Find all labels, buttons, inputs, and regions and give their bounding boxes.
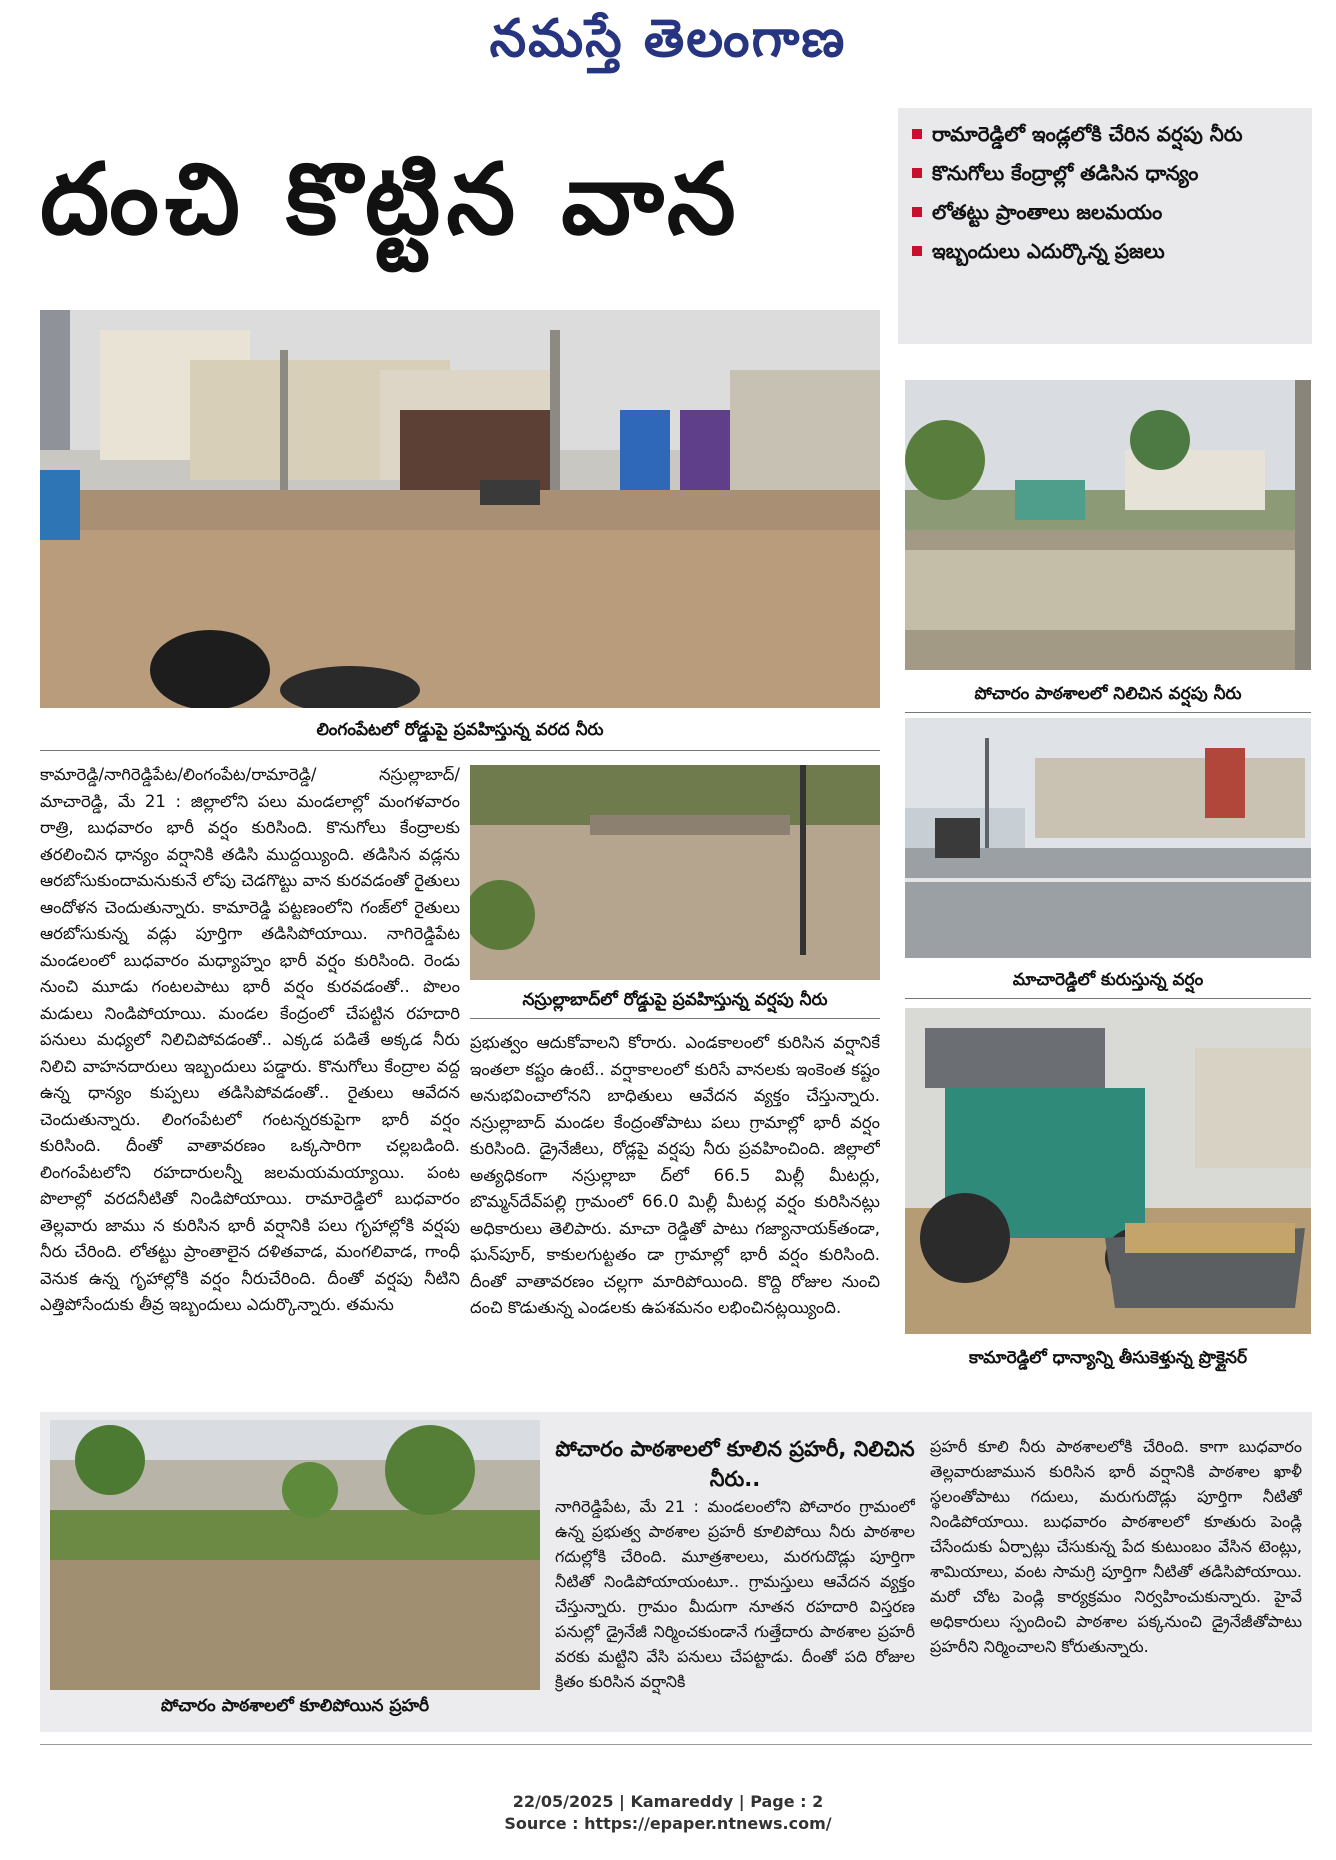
bullet-icon [912, 207, 922, 217]
divider [470, 1018, 880, 1019]
bullet-icon [912, 168, 922, 178]
caption-machareddy: మాచారెడ్డిలో కురుస్తున్న వర్షం [1012, 970, 1204, 990]
photo-kamareddy-tractor [905, 1008, 1311, 1334]
highlight-item: రామారెడ్డిలో ఇండ్లలోకి చేరిన వర్షపు నీరు [912, 122, 1302, 146]
sidebar-story-title: పోచారం పాఠశాలలో కూలిన ప్రహరీ, నిలిచిన నీరు.. [555, 1437, 915, 1491]
divider [905, 998, 1311, 999]
photo-lingampet-street [40, 310, 880, 708]
article-column-2: ప్రభుత్వం ఆదుకోవాలని కోరారు. ఎండకాలంలో కురిసిన వర్షానికే ఇంతలా కష్టం ఉంటే.. వర్షాకాలంలో కురిసే వానలకు ఇంకెంత కష్టం అనుభవించాలోనని బాధితులు ఆవేదన వ్యక్తం చేస్తున్నారు. నస్రుల్లాబాద్ మండల కేంద్రంతోపాటు పలు గ్రామాల్లో భారీ వర్షం కురిసింది. డ్రైనేజీలు, రోడ్లపై వర్షపు నీరు ప్రవహించింది. జిల్లాలో అత్యధికంగా నస్రుల్లాబా ద్‌లో 66.5 మిల్లీ మీటర్లు, బొమ్మన్‌దేవ్‌పల్లి గ్రామంలో 66.0 మిల్లీ మీటర్ల వర్షం కురిసినట్లు అధికారులు తెలిపారు. మాచా రెడ్డితో పాటు గజ్యానాయక్‌తండా, ఘన్‌పూర్, కాకులగుట్టతం డా గ్రామాల్లో భారీ వర్షం కురిసింది. దీంతో వాతావరణం చల్లగా మారిపోయింది. కొద్ది రోజుల నుంచి దంచి కొడుతున్న ఎండలకు ఉపశమనం లభించినట్లయ్యింది. [470, 1033, 880, 1317]
footer-divider [40, 1744, 1312, 1745]
divider [905, 712, 1311, 713]
photo-collapsed-wall [50, 1420, 540, 1690]
divider [40, 750, 880, 751]
footer-edition-line: 22/05/2025 | Kamareddy | Page : 2 [512, 1792, 824, 1811]
newspaper-logo: నమస్తే తెలంగాణ [489, 8, 847, 69]
footer-source-line: Source : https://epaper.ntnews.com/ [504, 1814, 832, 1833]
highlight-item: కొనుగోలు కేంద్రాల్లో తడిసిన ధాన్యం [912, 161, 1302, 185]
highlight-item: ఇబ్బందులు ఎదుర్కొన్న ప్రజలు [912, 239, 1302, 263]
highlights-box [898, 108, 1312, 344]
photo-pocharam-school [905, 380, 1311, 670]
caption-pocharam-school: పోచారం పాఠశాలలో నిలిచిన వర్షపు నీరు [974, 684, 1242, 704]
headline: దంచి కొట్టిన వాన [40, 143, 742, 257]
caption-collapsed-wall: పోచారం పాఠశాలలో కూలిపోయిన ప్రహరీ [160, 1696, 430, 1716]
caption-nasrullabad: నస్రుల్లాబాద్‌లో రోడ్డుపై ప్రవహిస్తున్న వర్షపు నీరు [522, 990, 828, 1010]
sidebar-story-column-1: నాగిరెడ్డిపేట, మే 21 : మండలంలోని పోచారం గ్రామంలో ఉన్న ప్రభుత్వ పాఠశాల ప్రహరీ కూలిపోయి నీరు పాఠశాల గదుల్లోకి చేరింది. మూత్రశాలలు, మరగుదొడ్లు పూర్తిగా నీటితో నిండిపోయాయంటూ.. గ్రామస్తులు ఆవేదన వ్యక్తం చేస్తున్నారు. గ్రామం మీదుగా నూతన రహదారి విస్తరణ పనుల్లో డ్రైనేజీ నిర్మించకుండానే గుత్తేదారు పాఠశాల ప్రహరీ వరకు మట్టిని వేసి పనులు చేపట్టాడు. దీంతో పది రోజుల క్రితం కురిసిన వర్షానికి [555, 1497, 915, 1691]
bullet-icon [912, 129, 922, 139]
caption-main: లింగంపేటలో రోడ్డుపై ప్రవహిస్తున్న వరద నీరు [316, 720, 604, 740]
photo-nasrullabad [470, 765, 880, 980]
article-column-1: కామారెడ్డి/నాగిరెడ్డిపేట/లింగంపేట/రామారెడ్డి/ నస్రుల్లాబాద్/మాచారెడ్డి, మే 21 : జిల్లాలోని పలు మండలాల్లో మంగళవారం రాత్రి, బుధవారం భారీ వర్షం కురిసింది. కొనుగోలు కేంద్రాలకు తరలించిన ధాన్యం వర్షానికి తడిసి ముద్దయ్యింది. తడిసిన వడ్లను ఆరబోసుకుందామనుకునే లోపు చెడగొట్టు వాన కురవడంతో రైతులు ఆందోళన చెందుతున్నారు. కామారెడ్డి పట్టణంలోని గంజ్‌లో రైతులు ఆరబోసుకున్న వడ్లు పూర్తిగా తడిసిపోయాయి. నాగిరెడ్డిపేట మండలంలో బుధవారం మధ్యాహ్నం భారీ వర్షం కురిసింది. రెండు నుంచి మూడు గంటలపాటు భారీ వర్షం కురవడంతో.. పొలం మడులు నిండిపోయాయి. మండల కేంద్రంలో చేపట్టిన రహదారి పనులు మధ్యలో నిలిచిపోవడంతో.. ఎక్కడ పడితే అక్కడ నీరు నిలిచి వాహనదారులు ఇబ్బందులు పడ్డారు. కొనుగోలు కేంద్రాల వద్ద ఉన్న ధాన్యం కుప్పలు తడిసిపోవడంతో.. రైతులు ఆవేదన చెందుతున్నారు. లింగంపేటలో గంటన్నరకుపైగా భారీ వర్షం కురిసింది. దీంతో వాతావరణం ఒక్కసారిగా చల్లబడింది. లింగంపేటలోని రహదారులన్నీ జలమయమయ్యాయి. పంట పొలాల్లో వరదనీటితో నిండిపోయాయి. రామారెడ్డిలో బుధవారం తెల్లవారు జాము న కురిసిన భారీ వర్షానికి పలు గృహాల్లోకి వర్షపు నీరు చేరింది. లోతట్టు ప్రాంతాలైన దళితవాడ, మంగలివాడ, గాంధీ వెనుక ఉన్న గృహాల్లోకి వర్షం నీరుచేరింది. దీంతో వర్షపు నీటిని ఎత్తిపోసేందుకు తీవ్ర ఇబ్బందులు ఎదుర్కొన్నారు. తమను [40, 765, 460, 1314]
highlight-item: లోతట్టు ప్రాంతాలు జలమయం [912, 200, 1302, 224]
masthead [0, 0, 1336, 90]
caption-kamareddy: కామారెడ్డిలో ధాన్యాన్ని తీసుకెళ్తున్న ప్రొక్లైనర్ [968, 1348, 1248, 1368]
photo-machareddy [905, 718, 1311, 958]
sidebar-story-column-2: ప్రహరీ కూలి నీరు పాఠశాలలోకి చేరింది. కాగా బుధవారం తెల్లవారుజామున కురిసిన భారీ వర్షానికి పాఠశాల ఖాళీ స్థలంతోపాటు గదులు, మరుగుదొడ్లు పూర్తిగా నీటితో నిండిపోయాయి. బుధవారం పాఠశాలలో కూతురు పెండ్లి చేసేందుకు ఏర్పాట్లు చేసుకున్న పేద కుటుంబం వేసిన టెంట్లు, శామియాలు, వంట సామగ్రి పూర్తిగా నీటితో తడిసిపోయాయి. మరో చోట పెండ్లి కార్యక్రమం నిర్వహించుకున్నారు. హైవే అధికారులు స్పందించి పాఠశాల పక్కనుంచి డ్రైనేజీతోపాటు ప్రహరీని నిర్మించాలని కోరుతున్నారు. [930, 1437, 1302, 1656]
bullet-icon [912, 246, 922, 256]
